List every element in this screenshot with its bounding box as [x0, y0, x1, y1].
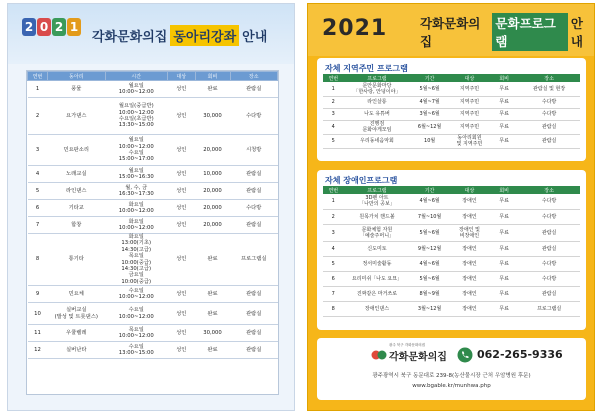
- table-cell: 관람실: [230, 303, 278, 325]
- table-cell: 7: [323, 286, 344, 301]
- table-cell: 2: [28, 98, 48, 135]
- table-cell: 합창: [48, 217, 106, 234]
- table-cell: 무료: [490, 241, 518, 256]
- table-row: [28, 183, 278, 200]
- table-row: [28, 81, 278, 98]
- title-prefix: 각화문화의집: [420, 16, 481, 49]
- table-cell: 6: [323, 271, 344, 286]
- table-row: [323, 120, 580, 134]
- table-row: [323, 256, 580, 271]
- table-row: [323, 108, 580, 120]
- table-cell: 3월~12월: [410, 301, 449, 316]
- column-header: 기간: [410, 74, 449, 82]
- table-cell: 나도 유튜버: [344, 108, 411, 120]
- table-row: [28, 217, 278, 234]
- title-suffix: 안내: [570, 16, 583, 49]
- table-cell: 수다방: [230, 98, 278, 135]
- table-row: [323, 301, 580, 316]
- table-cell: 12: [28, 342, 48, 359]
- phone-icon: [457, 347, 473, 363]
- table-cell: 10월: [410, 134, 449, 148]
- table-cell: 20,000: [195, 135, 230, 166]
- table-cell: 완료: [195, 81, 230, 98]
- table-cell: 3D펜 아트 「나만의 공보」: [344, 194, 411, 209]
- year-label: 2021: [322, 16, 388, 41]
- column-header: 장소: [230, 72, 278, 81]
- table-cell: 8월~9월: [410, 286, 449, 301]
- title-highlight: 문화프로그램: [492, 13, 567, 51]
- table-cell: 4월~7월: [410, 96, 449, 108]
- column-header: 기간: [410, 186, 449, 194]
- table-cell: 5: [323, 256, 344, 271]
- table-cell: 관람실: [230, 286, 278, 303]
- table-cell: 7월~10월: [410, 209, 449, 224]
- table-cell: 프로그램실: [230, 234, 278, 286]
- table-cell: 3: [28, 135, 48, 166]
- table-cell: 월요일 10:00~12:00 수요일 15:00~17:00: [105, 135, 168, 166]
- column-header: 프로그램: [344, 186, 411, 194]
- table-cell: 무료: [490, 96, 518, 108]
- table-cell: 관람실: [518, 134, 580, 148]
- table-cell: 무료: [490, 108, 518, 120]
- table-cell: 수다방: [518, 209, 580, 224]
- table-cell: 4월~6월: [410, 256, 449, 271]
- table-cell: 월요일(중급반) 10:00~12:00 수요일(초급반) 13:30~15:00: [105, 98, 168, 135]
- table-cell: 지역주민: [449, 82, 490, 96]
- table-cell: 라인살롱: [344, 96, 411, 108]
- table-cell: 성인: [168, 342, 196, 359]
- org-name: 각화문화의집: [389, 352, 447, 363]
- table-row: [323, 194, 580, 209]
- club-lecture-poster: [7, 3, 295, 411]
- table-cell: 지역주민: [449, 108, 490, 120]
- table-cell: 문화체험 자원 「예술주머니」: [344, 224, 411, 241]
- column-header: 회비: [490, 186, 518, 194]
- phone-number: 062-265-9336: [477, 348, 563, 361]
- column-header: 연번: [323, 186, 344, 194]
- table-row: [28, 325, 278, 342]
- table-cell: 관람실: [518, 224, 580, 241]
- table-cell: 성인: [168, 183, 196, 200]
- table-row: [28, 234, 278, 286]
- column-header: 장소: [518, 186, 580, 194]
- table-cell: 9월~12월: [410, 241, 449, 256]
- table-cell: 성인: [168, 234, 196, 286]
- table-cell: 20,000: [195, 183, 230, 200]
- table-cell: 6: [28, 200, 48, 217]
- title-highlight: 동아리강좌: [170, 25, 239, 46]
- resident-program-table: [323, 74, 580, 149]
- org-subtitle: 광주 북구 각화문화의집: [389, 343, 426, 347]
- title-suffix: 안내: [242, 29, 268, 45]
- table-cell: 요가댄스: [48, 98, 106, 135]
- table-row: [28, 98, 278, 135]
- table-cell: 20,000: [195, 217, 230, 234]
- table-cell: 3월~6월: [410, 108, 449, 120]
- table-cell: 1: [323, 194, 344, 209]
- title-prefix: 각화문화의집: [92, 29, 168, 45]
- table-cell: 무료: [490, 286, 518, 301]
- table-row: [323, 224, 580, 241]
- column-header: 회비: [490, 74, 518, 82]
- disabled-program-section: [317, 170, 586, 330]
- table-cell: 완료: [195, 303, 230, 325]
- table-cell: 장애인: [449, 194, 490, 209]
- table-cell: 4월~6월: [410, 194, 449, 209]
- table-cell: 요리미쉬「나도 요묘」: [344, 271, 411, 286]
- column-header: 프로그램: [344, 74, 411, 82]
- column-header: 연번: [323, 74, 344, 82]
- table-row: [323, 286, 580, 301]
- poster-title: [420, 16, 594, 49]
- year-digit: 1: [67, 18, 81, 36]
- table-cell: 장애인: [449, 286, 490, 301]
- table-cell: 수다방: [518, 108, 580, 120]
- table-cell: 관람실: [230, 325, 278, 342]
- table-cell: 9: [28, 286, 48, 303]
- table-row: [323, 134, 580, 148]
- table-cell: 지역주민: [449, 120, 490, 134]
- poster-header: [308, 4, 594, 56]
- table-cell: 관람실: [518, 120, 580, 134]
- table-cell: 동아리회원 및 지역주민: [449, 134, 490, 148]
- table-cell: 5월~6월: [410, 82, 449, 96]
- column-header: 동아리: [48, 72, 106, 81]
- table-cell: 3: [323, 108, 344, 120]
- resident-program-section: [317, 58, 586, 161]
- table-cell: 완료: [195, 342, 230, 359]
- poster-header: [8, 4, 294, 64]
- table-cell: 무료: [490, 194, 518, 209]
- table-cell: 수요일 10:00~12:00: [105, 286, 168, 303]
- table-cell: 4: [323, 241, 344, 256]
- org-logo-icon: [371, 348, 387, 362]
- table-cell: 관람실: [230, 166, 278, 183]
- year-digit: 0: [37, 18, 51, 36]
- table-cell: 실버난타: [48, 342, 106, 359]
- table-row: [28, 303, 278, 325]
- column-header: 연번: [28, 72, 48, 81]
- table-cell: 성인: [168, 200, 196, 217]
- table-cell: 2: [323, 209, 344, 224]
- contact-info: [317, 338, 586, 400]
- table-cell: 완료: [195, 234, 230, 286]
- table-cell: 10,000: [195, 166, 230, 183]
- table-cell: 장애인 및 비장애인: [449, 224, 490, 241]
- table-cell: 수요일 10:00~12:00: [105, 303, 168, 325]
- table-cell: 수다방: [230, 200, 278, 217]
- table-cell: 8: [28, 234, 48, 286]
- table-row: [323, 271, 580, 286]
- table-cell: 장애인: [449, 241, 490, 256]
- table-cell: 화요일 10:00~12:00: [105, 217, 168, 234]
- table-cell: 성인: [168, 217, 196, 234]
- table-cell: 성인: [168, 135, 196, 166]
- table-cell: 10: [28, 303, 48, 325]
- culture-program-poster: [307, 3, 595, 411]
- table-cell: 무료: [490, 120, 518, 134]
- table-cell: 수다방: [518, 96, 580, 108]
- table-cell: 관람실: [230, 81, 278, 98]
- table-cell: 라인댄스: [48, 183, 106, 200]
- table-cell: 1: [28, 81, 48, 98]
- table-row: [28, 166, 278, 183]
- column-header: 대상: [168, 72, 196, 81]
- table-cell: 문안문화마당 「한사랑, 안녕이야」: [344, 82, 411, 96]
- table-cell: 관람실 및 현장: [518, 82, 580, 96]
- table-cell: 풍물: [48, 81, 106, 98]
- table-row: [28, 342, 278, 359]
- table-cell: 월요일 10:00~12:00: [105, 81, 168, 98]
- table-cell: 성인: [168, 98, 196, 135]
- table-cell: 수다방: [518, 256, 580, 271]
- disabled-program-table: [323, 186, 580, 317]
- club-schedule-table: [26, 70, 279, 395]
- table-cell: 무료: [490, 224, 518, 241]
- table-cell: 실버교실 (발성 및 트롯댄스): [48, 303, 106, 325]
- table-cell: 장애인: [449, 256, 490, 271]
- table-cell: 정서미술활동: [344, 256, 411, 271]
- table-cell: 화요일 13:00(기초) 14:30(고급) 목요일 10:00(중급) 14:30(고급) 금요일 10:00(중급): [105, 234, 168, 286]
- website-link[interactable]: www.bgable.kr/munhwa.php: [412, 383, 491, 389]
- table-cell: 완료: [195, 286, 230, 303]
- table-cell: 원목가치 핸드볼: [344, 209, 411, 224]
- table-cell: 장애인: [449, 209, 490, 224]
- table-row: [28, 286, 278, 303]
- table-cell: 30,000: [195, 98, 230, 135]
- table-cell: 1: [323, 82, 344, 96]
- table-cell: 관람실: [230, 342, 278, 359]
- table-cell: 장애인: [449, 271, 490, 286]
- table-cell: 성인: [168, 286, 196, 303]
- table-cell: 성인: [168, 81, 196, 98]
- table-cell: 수요일 13:00~15:00: [105, 342, 168, 359]
- column-header: 장소: [518, 74, 580, 82]
- column-header: 시간: [105, 72, 168, 81]
- column-header: 대상: [449, 186, 490, 194]
- table-cell: 월요일 15:00~16:30: [105, 166, 168, 183]
- table-cell: 성인: [168, 303, 196, 325]
- table-cell: 우리동네음악회: [344, 134, 411, 148]
- table-row: [323, 241, 580, 256]
- table-cell: 신도미토: [344, 241, 411, 256]
- table-cell: 진행검 문화야게모임: [344, 120, 411, 134]
- poster-title: [92, 24, 267, 46]
- table-cell: 민요체: [48, 286, 106, 303]
- column-header: 회비: [195, 72, 230, 81]
- table-cell: 5월~6월: [410, 224, 449, 241]
- table-cell: 무료: [490, 134, 518, 148]
- table-cell: 관람실: [518, 241, 580, 256]
- table-row: [28, 200, 278, 217]
- year-badges: [22, 18, 81, 36]
- table-cell: 기타교: [48, 200, 106, 217]
- table-cell: 노래교실: [48, 166, 106, 183]
- table-cell: 3: [323, 224, 344, 241]
- table-cell: 무료: [490, 256, 518, 271]
- table-cell: 5: [323, 134, 344, 148]
- table-cell: 통기타: [48, 234, 106, 286]
- table-cell: 장애인댄스: [344, 301, 411, 316]
- table-cell: 민요판소리: [48, 135, 106, 166]
- table-cell: 5: [28, 183, 48, 200]
- table-cell: 20,000: [195, 200, 230, 217]
- section-title: 자체 지역주민 프로그램: [325, 64, 408, 73]
- table-cell: 11: [28, 325, 48, 342]
- year-digit: 2: [52, 18, 66, 36]
- table-cell: 수다방: [518, 271, 580, 286]
- table-row: [323, 82, 580, 96]
- table-cell: 성인: [168, 325, 196, 342]
- table-cell: 2: [323, 96, 344, 108]
- table-cell: 6월~12월: [410, 120, 449, 134]
- table-cell: 무료: [490, 271, 518, 286]
- table-cell: 관람실: [230, 183, 278, 200]
- table-cell: 우쿨렐레: [48, 325, 106, 342]
- table-cell: 시청방: [230, 135, 278, 166]
- table-row: [28, 135, 278, 166]
- table-cell: 수다방: [518, 194, 580, 209]
- table-cell: 8: [323, 301, 344, 316]
- table-cell: 무료: [490, 301, 518, 316]
- table-cell: 월, 수, 금 16:30~17:30: [105, 183, 168, 200]
- table-cell: 장애인: [449, 301, 490, 316]
- address: 광주광역시 북구 동문대로 239-8(농산물시장 근처 우암병원 후문): [372, 373, 531, 379]
- table-cell: 7: [28, 217, 48, 234]
- table-cell: 성인: [168, 166, 196, 183]
- table-cell: 무료: [490, 209, 518, 224]
- section-title: 자체 장애인프로그램: [325, 176, 398, 185]
- table-cell: 무료: [490, 82, 518, 96]
- table-row: [323, 209, 580, 224]
- table-cell: 목요일 10:00~12:00: [105, 325, 168, 342]
- table-cell: 5월~6월: [410, 271, 449, 286]
- table-cell: 30,000: [195, 325, 230, 342]
- table-cell: 4: [28, 166, 48, 183]
- table-cell: 화요일 10:00~12:00: [105, 200, 168, 217]
- table-cell: 4: [323, 120, 344, 134]
- table-cell: 관람실: [518, 286, 580, 301]
- table-cell: 관람실: [230, 217, 278, 234]
- table-cell: 프로그램실: [518, 301, 580, 316]
- column-header: 대상: [449, 74, 490, 82]
- table-cell: 지역주민: [449, 96, 490, 108]
- table-row: [323, 96, 580, 108]
- year-digit: 2: [22, 18, 36, 36]
- table-cell: 진짜같은 마거쓰로: [344, 286, 411, 301]
